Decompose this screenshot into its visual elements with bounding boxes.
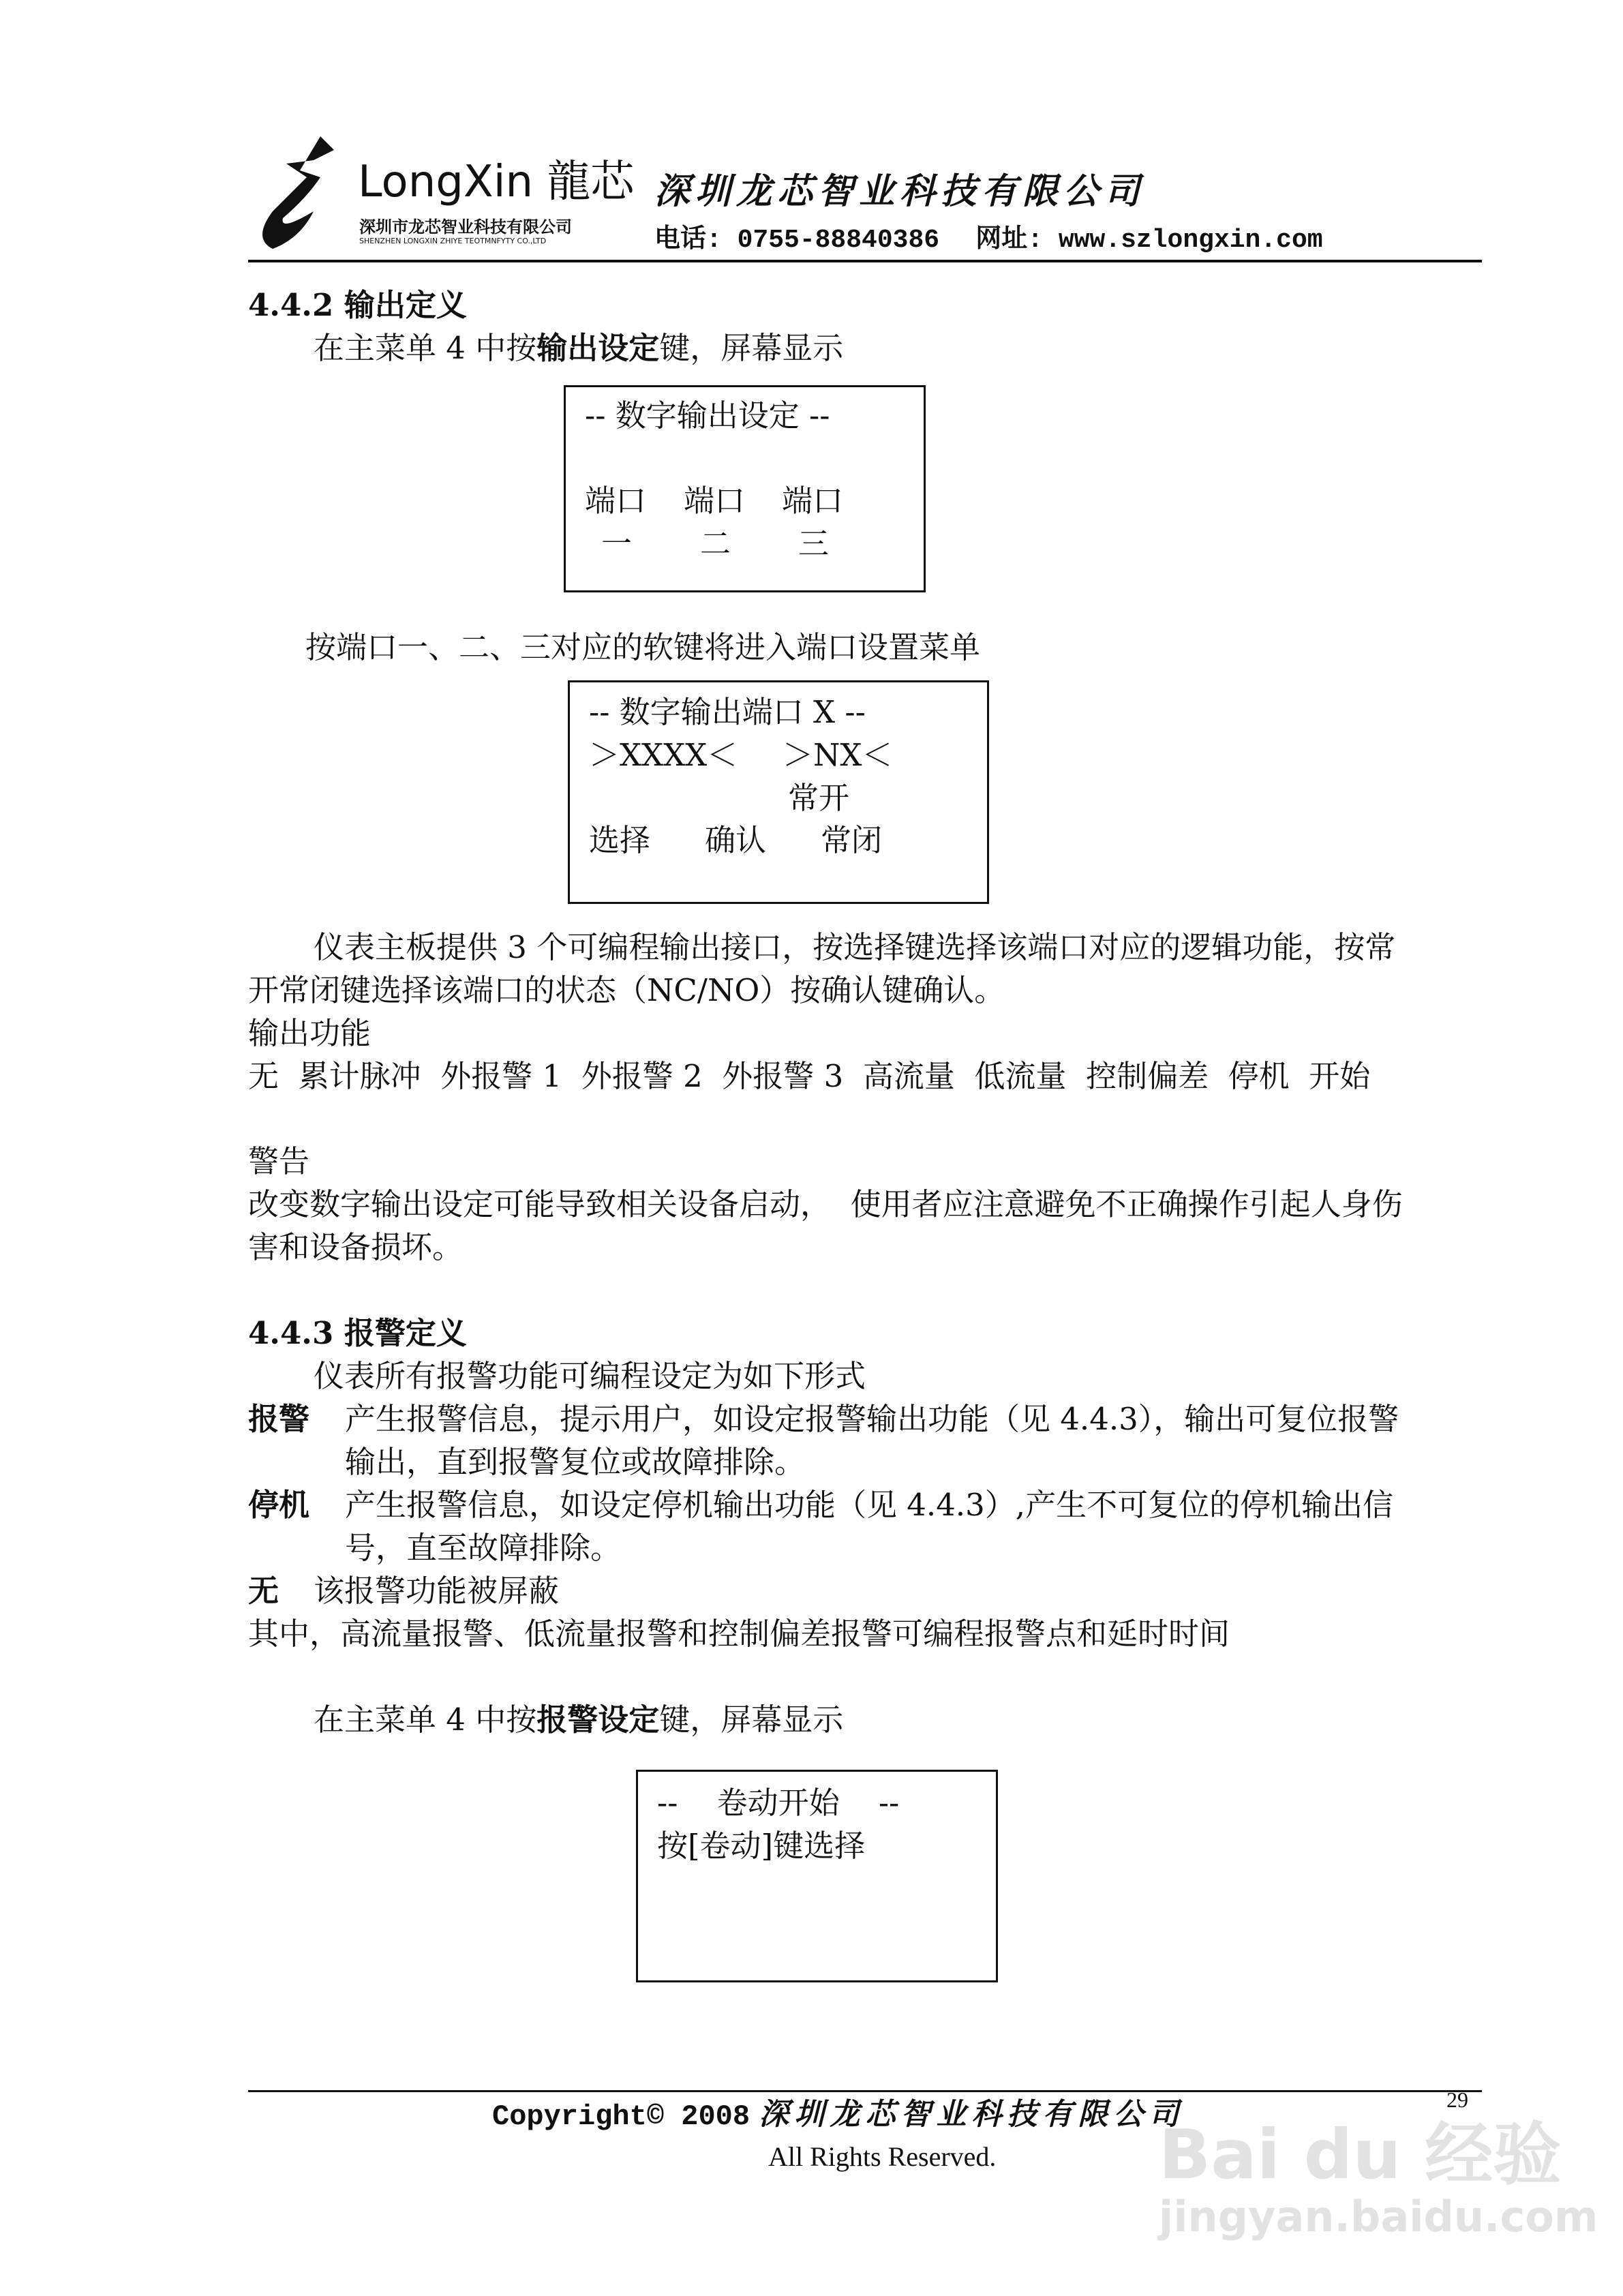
softkey-select: 选择 [589, 822, 651, 858]
screen-title: -- 卷动开始 -- [657, 1785, 900, 1821]
footer-divider [248, 2090, 1482, 2092]
alarm-desc: 产生报警信息，提示用户，如设定报警输出功能（见 4.4.3），输出可复位报警 [345, 1401, 1399, 1437]
intro-443b [314, 1698, 843, 1741]
intro-text: 键，屏幕显示 [659, 1702, 844, 1738]
copyright-company: 深圳龙芯智业科技有限公司 [759, 2097, 1185, 2132]
dragon-logo-icon [245, 130, 368, 252]
section-heading-443: 4.4.3 报警定义 [248, 1315, 467, 1351]
screen-title: -- 数字输出端口 X -- [589, 694, 866, 730]
state-open: 常开 [788, 780, 850, 816]
copyright [492, 2094, 1184, 2137]
intro-key: 输出设定 [536, 330, 660, 366]
warning-line: 改变数字输出设定可能导致相关设备启动， 使用者应注意避免不正确操作引起人身伤 [248, 1186, 1403, 1222]
term-alarm: 报警 [248, 1401, 310, 1437]
intro-442 [314, 327, 843, 369]
intro-443: 仪表所有报警功能可编程设定为如下形式 [314, 1358, 866, 1394]
logo-sub-en: SHENZHEN LONGXIN ZHIYE TEOTMNFYTY CO.,LTD [359, 237, 547, 245]
port-label-2: 端口 [684, 483, 746, 519]
header-divider [248, 260, 1482, 262]
paragraph-line: 仪表主板提供 3 个可编程输出接口，按选择键选择该端口对应的逻辑功能，按常 [314, 929, 1396, 965]
softkey-nc: 常闭 [821, 822, 883, 858]
term-none: 无 [248, 1573, 279, 1609]
company-name: 深圳龙芯智业科技有限公司 [654, 170, 1146, 212]
port-num-2: 二 [700, 526, 731, 562]
intro-text: 在主菜单 4 中按 [314, 330, 537, 366]
screen-line: 按[卷动]键选择 [657, 1828, 866, 1864]
port-label-1: 端口 [585, 483, 647, 519]
logo-text: LongXin 龍芯 [358, 157, 635, 207]
warning-line: 害和设备损坏。 [248, 1229, 464, 1265]
screen-title: -- 数字输出设定 -- [585, 397, 830, 434]
intro-text: 键，屏幕显示 [659, 330, 844, 366]
section-heading-442: 4.4.2 输出定义 [248, 287, 467, 323]
copyright-text: Copyright© 2008 [492, 2100, 750, 2133]
intro-key: 报警设定 [536, 1702, 660, 1738]
functions-label: 输出功能 [248, 1015, 371, 1051]
port-num-3: 三 [798, 526, 830, 562]
watermark-url: jingyan.baidu.com [1159, 2192, 1598, 2241]
warning-label: 警告 [248, 1143, 310, 1179]
phone [654, 217, 1323, 255]
screen-digital-output [564, 385, 926, 592]
page-number: 29 [1446, 2087, 1468, 2112]
logo-sub-cn: 深圳市龙芯智业科技有限公司 [359, 217, 572, 237]
intro-text: 在主菜单 4 中按 [314, 1702, 537, 1738]
paragraph-line: 开常闭键选择该端口的状态（NC/NO）按确认键确认。 [248, 972, 1005, 1008]
port-label-3: 端口 [782, 483, 844, 519]
screen-output-port [568, 680, 989, 904]
state-value: ＞NX＜ [783, 737, 893, 773]
term-stop: 停机 [248, 1487, 310, 1523]
softkey-confirm: 确认 [705, 822, 767, 858]
screen-scroll-start [636, 1770, 998, 1982]
alarm-desc: 输出，直到报警复位或故障排除。 [345, 1444, 806, 1480]
port-instruction: 按端口一、二、三对应的软键将进入端口设置菜单 [305, 629, 981, 665]
none-desc: 该报警功能被屏蔽 [314, 1573, 560, 1609]
watermark-brand: Bai du 经验 [1159, 2115, 1562, 2194]
note: 其中，高流量报警、低流量报警和控制偏差报警可编程报警点和延时时间 [248, 1616, 1230, 1652]
stop-desc: 号，直至故障排除。 [345, 1530, 622, 1566]
port-num-1: 一 [601, 526, 633, 562]
rights: All Rights Reserved. [768, 2141, 997, 2172]
website-text: 网址: www.szlongxin.com [975, 226, 1323, 255]
functions-list: 无 累计脉冲 外报警 1 外报警 2 外报警 3 高流量 低流量 控制偏差 停机 开始 [248, 1058, 1371, 1094]
logic-value: ＞XXXX＜ [589, 737, 738, 773]
stop-desc: 产生报警信息，如设定停机输出功能（见 4.4.3）,产生不可复位的停机输出信 [345, 1487, 1394, 1523]
phone-text: 电话: 0755-88840386 [654, 226, 940, 255]
